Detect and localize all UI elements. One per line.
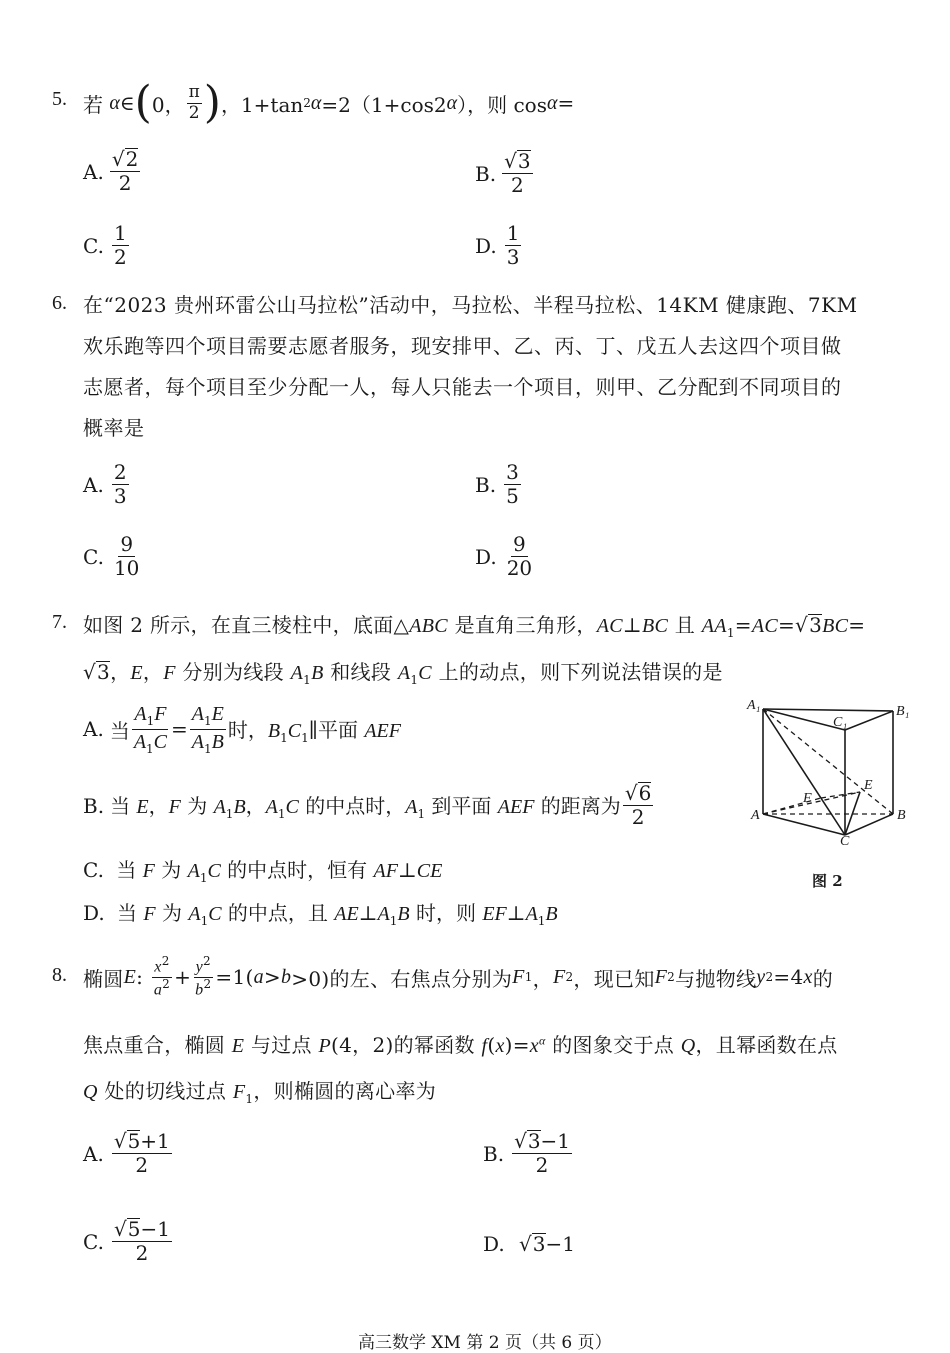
q8-option-d-label: D. bbox=[483, 1232, 505, 1256]
prism-figure bbox=[745, 695, 920, 845]
q8-option-c: C. $\frac{√5-1}{2}$ bbox=[83, 1217, 170, 1265]
q6-option-b-label: B. bbox=[475, 472, 497, 497]
q6-option-d: D. $\frac{9}{20}$ bbox=[475, 532, 533, 580]
figure-caption: 图 2 bbox=[812, 872, 843, 890]
label-b1: B₁ bbox=[896, 704, 910, 719]
q6-option-a: A. $\frac{2}{3}$ bbox=[83, 460, 127, 508]
q6-option-c: C. $\frac{9}{10}$ bbox=[83, 532, 140, 580]
edge-c1-b1 bbox=[845, 711, 893, 730]
q8-option-b: B. $\frac{√3-1}{2}$ bbox=[483, 1129, 571, 1177]
q5-option-d: D. $\frac{1}{3}$ bbox=[475, 221, 520, 269]
q6-option-c-label: C. bbox=[83, 544, 104, 569]
q7-option-c: C. 当 F 为 $A_1C$ 的中点时，恒有 AF⊥CE bbox=[83, 858, 443, 885]
q5-option-b-label: B. bbox=[475, 161, 497, 186]
q7-line-1: 如图 2 所示，在直三棱柱中，底面△ABC 是直角三角形，AC⊥BC 且 $AA_1=AC=√3BC=$ bbox=[83, 613, 866, 640]
label-a: A bbox=[751, 808, 760, 823]
q6-option-a-label: A. bbox=[83, 472, 104, 497]
q6-stem bbox=[83, 285, 913, 449]
label-a1: A₁ bbox=[747, 698, 761, 713]
q6-line-1: 在“2023 贵州环雷公山马拉松”活动中，马拉松、半程马拉松、14KM 健康跑、7KM bbox=[83, 293, 858, 317]
q5-option-d-label: D. bbox=[475, 233, 497, 258]
q7-option-b-label: B. bbox=[83, 793, 105, 818]
q6-line-2: 欢乐跑等四个项目需要志愿者服务，现安排甲、乙、丙、丁、戊五人去这四个项目做 bbox=[83, 334, 842, 358]
q6-number: 6. bbox=[52, 292, 67, 314]
hidden-segment-a-f bbox=[763, 798, 821, 814]
q6-line-3: 志愿者，每个项目至少分配一人，每人只能去一个项目，则甲、乙分配到不同项目的 bbox=[83, 375, 842, 399]
q8-option-b-label: B. bbox=[483, 1141, 505, 1166]
q5-option-c: C. $\frac{1}{2}$ bbox=[83, 221, 127, 269]
hidden-segment-a1-b bbox=[763, 709, 893, 814]
q8-line-2: 焦点重合，椭圆 E 与过点 P(4，2)的幂函数 $f(x)=x^\alpha$ 的图象交于点 Q，且幂函数在点 bbox=[83, 1033, 838, 1057]
label-f: F bbox=[803, 791, 812, 806]
q8-option-a-label: A. bbox=[83, 1141, 104, 1166]
q8-line-1: 椭圆 E : $\frac{x^2}{a^2}$ + $\frac{y^2}{b^2}$ =1( a > b >0)的左、右焦点分别为 F 1 ， F 2 ，现已知 F 2 与抛物线 y 2 =4 x 的 bbox=[83, 953, 834, 998]
q6-line-4: 概率是 bbox=[83, 416, 145, 440]
edge-a1-b1 bbox=[763, 709, 893, 711]
label-b: B bbox=[897, 808, 906, 823]
label-e: E bbox=[864, 778, 873, 793]
q8-option-a: A. $\frac{√5+1}{2}$ bbox=[83, 1129, 170, 1177]
q7-option-c-label: C. bbox=[83, 858, 104, 882]
label-c1: C₁ bbox=[833, 715, 848, 730]
q5-option-a-label: A. bbox=[83, 159, 104, 184]
q7-line-2: √3，E，F 分别为线段 $A_1B$ 和线段 $A_1C$ 上的动点，则下列说法错误的是 bbox=[83, 660, 723, 687]
q7-option-b: B. 当 E，F 为 $A_1B$，$A_1C$ 的中点时，$A_1$ 到平面 AEF 的距离为 $\frac{√6}{2}$ bbox=[83, 781, 652, 829]
q7-option-d-label: D. bbox=[83, 901, 105, 925]
q5-stem: 若 α ∈ ( 0， $\frac{\pi}{2}$ ) ，1+tan 2 α =2（1+cos2 α ），则 cos α = bbox=[83, 77, 575, 128]
q8-option-d: D. √3−1 bbox=[483, 1232, 576, 1256]
q6-option-d-label: D. bbox=[475, 544, 497, 569]
q6-option-b: B. $\frac{3}{5}$ bbox=[475, 460, 519, 508]
label-c: C bbox=[840, 834, 850, 845]
q8-line-3: Q 处的切线过点 $F_1$，则椭圆的离心率为 bbox=[83, 1079, 437, 1106]
q5-option-a: A. $\frac{√2}{2}$ bbox=[83, 147, 139, 195]
q5-number: 5. bbox=[52, 88, 67, 110]
edge-c-b bbox=[845, 814, 893, 835]
q5-option-c-label: C. bbox=[83, 233, 104, 258]
q7-option-d: D. 当 F 为 $A_1C$ 的中点，且 $AE\perp A_1B$ 时，则 $EF\perp A_1B$ bbox=[83, 901, 558, 928]
q7-option-a: A. 当 $\frac{A_1F}{A_1C}$ = $\frac{A_1E}{A_1B}$ 时，$B_1C_1\parallel$平面 AEF bbox=[83, 703, 401, 756]
q7-number: 7. bbox=[52, 611, 67, 633]
q8-option-c-label: C. bbox=[83, 1229, 104, 1254]
q5-option-b: B. $\frac{√3}{2}$ bbox=[475, 149, 531, 197]
q7-option-a-label: A. bbox=[83, 717, 104, 742]
page-footer: 高三数学 XM 第 2 页（共 6 页） bbox=[358, 1333, 612, 1353]
q8-number: 8. bbox=[52, 964, 67, 986]
